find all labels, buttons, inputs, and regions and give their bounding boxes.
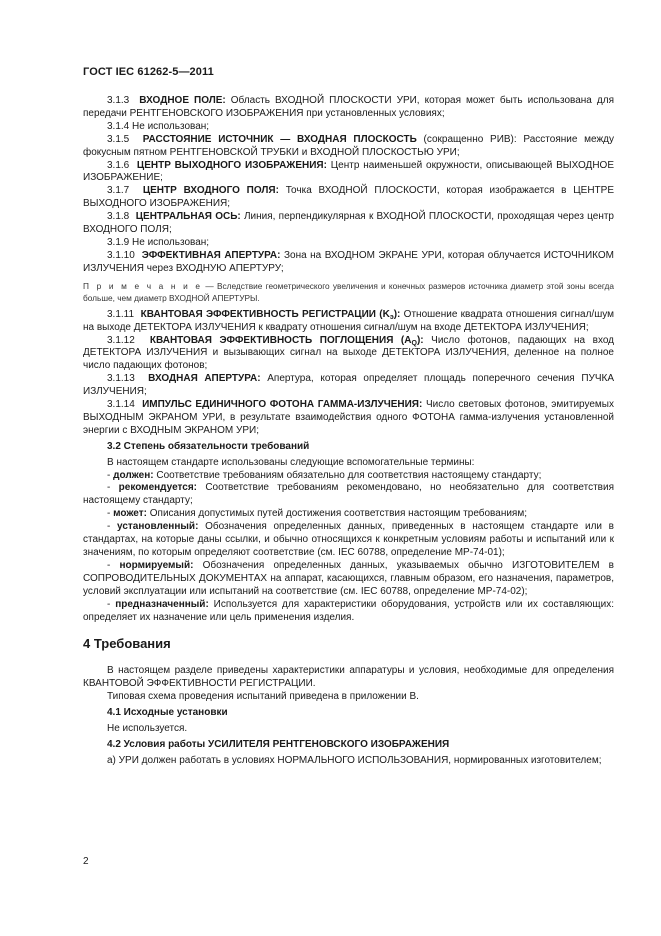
definition-3-1-9: 3.1.9 Не использован; bbox=[107, 236, 210, 248]
heading-text: 3.2 Степень обязательности требований bbox=[107, 440, 310, 452]
term-item-3 bbox=[83, 508, 614, 521]
clause-number: 3.1.14 bbox=[107, 399, 135, 411]
heading-text: 4.2 Условия работы УСИЛИТЕЛЯ РЕНТГЕНОВСКОГО ИЗОБРАЖЕНИЯ bbox=[107, 738, 450, 750]
term-item-4 bbox=[83, 521, 614, 560]
definition-text: Точка ВХОДНОЙ ПЛОСКОСТИ, которая изображается в ЦЕНТРЕ ВЫХОДНОГО ИЗОБРАЖЕНИЯ; bbox=[83, 185, 614, 210]
term-text: Обозначения определенных данных, указываемых обычно ИЗГОТОВИТЕЛЕМ в СОПРОВОДИТЕЛЬНЫХ ДОКУМЕНТАХ на аппарат, касающихся, главным образом, его назначения, параметров, условий эксплуатации или испытаний на соответствие (см. IEC 60788, определение МР-74-02); bbox=[83, 559, 614, 597]
term: нормируемый: bbox=[119, 559, 194, 571]
term-part: КВАНТОВАЯ ЭФФЕКТИВНОСТЬ РЕГИСТРАЦИИ (K bbox=[140, 308, 390, 320]
dash: - bbox=[107, 521, 118, 533]
term: РАССТОЯНИЕ ИСТОЧНИК — ВХОДНАЯ ПЛОСКОСТЬ bbox=[142, 133, 417, 145]
definition-3-1-14 bbox=[83, 399, 614, 438]
dash: - bbox=[107, 598, 116, 610]
definition-text: Апертура, которая определяет площадь поперечного сечения ПУЧКА ИЗЛУЧЕНИЯ; bbox=[83, 373, 615, 398]
definition-text: Число фотонов, падающих на вход ДЕТЕКТОРА ИЗЛУЧЕНИЯ и вызывающих сигнал на выходе ДЕТЕКТОРА ИЗЛУЧЕНИЯ, деленное на полное число падающих фотонов; bbox=[83, 334, 615, 372]
dash: - bbox=[107, 469, 114, 481]
note-text: — Вследствие геометрического увеличения и конечных размеров источника диаметр этой зоны всегда больше, чем диаметр ВХОДНОЙ АПЕРТУРЫ. bbox=[83, 280, 614, 303]
term-item-6 bbox=[83, 599, 614, 625]
definition-3-1-13 bbox=[83, 373, 614, 399]
definition-text: (сокращенно РИВ): Расстояние между фокусным пятном РЕНТГЕНОВСКОЙ ТРУБКИ и ВХОДНОЙ ПЛОСКОСТЬЮ УРИ; bbox=[83, 133, 614, 158]
dash: - bbox=[107, 559, 120, 571]
definition-text: Центр наименьшей окружности, описывающей ВЫХОДНОЕ ИЗОБРАЖЕНИЕ; bbox=[83, 159, 614, 184]
section-heading-4: 4 Требования bbox=[83, 636, 171, 652]
term-text: Используется для характеристики оборудования, устройств или их составляющих: определяет их назначение или цель применения изделия. bbox=[83, 598, 614, 623]
term: может: bbox=[113, 508, 147, 520]
clause-number: 3.1.13 bbox=[107, 373, 135, 385]
definition-3-1-7 bbox=[83, 185, 614, 211]
definition-3-1-4: 3.1.4 Не использован; bbox=[107, 120, 210, 132]
definition-3-1-5 bbox=[83, 134, 614, 160]
definition-text: Зона на ВХОДНОМ ЭКРАНЕ УРИ, которая облучается ИСТОЧНИКОМ ИЗЛУЧЕНИЯ через ВХОДНУЮ АПЕРТУРУ; bbox=[83, 249, 615, 274]
clause-number: 3.1.10 bbox=[107, 249, 135, 261]
clause-number: 3.1.5 bbox=[107, 133, 130, 145]
term: ЦЕНТР ВХОДНОГО ПОЛЯ: bbox=[142, 185, 279, 197]
term-text: Описания допустимых путей достижения соответствия настоящим требованиям; bbox=[146, 508, 527, 520]
dash: - bbox=[107, 508, 114, 520]
paragraph: Типовая схема проведения испытаний приведена в приложении В. bbox=[107, 691, 419, 703]
page-number: 2 bbox=[83, 856, 89, 867]
subsection-heading-3-2 bbox=[83, 441, 614, 454]
subsection-heading-4-1 bbox=[83, 707, 614, 720]
term bbox=[141, 309, 401, 320]
definition-3-1-12 bbox=[83, 335, 614, 374]
list-item-a: а) УРИ должен работать в условиях НОРМАЛЬНОГО ИСПОЛЬЗОВАНИЯ, нормированных изготовителем; bbox=[107, 754, 602, 766]
term: установленный: bbox=[117, 521, 199, 533]
definition-text: Линия, перпендикулярная к ВХОДНОЙ ПЛОСКОСТИ, проходящая через центр ВХОДНОГО ПОЛЯ; bbox=[83, 211, 614, 236]
term: должен: bbox=[113, 469, 154, 481]
term: ЦЕНТРАЛЬНАЯ ОСЬ: bbox=[135, 211, 241, 223]
heading-text: 4.1 Исходные установки bbox=[107, 707, 228, 719]
term: ЭФФЕКТИВНАЯ АПЕРТУРА: bbox=[141, 249, 281, 261]
clause-number: 3.1.6 bbox=[107, 159, 130, 171]
definition-3-1-11 bbox=[83, 309, 614, 335]
term-text: Соответствие требованиям рекомендовано, но необязательно для соответствия настоящему стандарту; bbox=[83, 482, 614, 507]
paragraph: Не используется. bbox=[107, 722, 188, 734]
clause-number: 3.1.12 bbox=[107, 334, 135, 346]
definition-text: Область ВХОДНОЙ ПЛОСКОСТИ УРИ, которая может быть использована для передачи РЕНТГЕНОВСКОГО ИЗОБРАЖЕНИЯ при установленных условиях; bbox=[83, 95, 614, 119]
clause-number: 3.1.7 bbox=[107, 185, 130, 197]
term: ИМПУЛЬС ЕДИНИЧНОГО ФОТОНА ГАММА-ИЗЛУЧЕНИЯ: bbox=[142, 399, 423, 411]
term: предназначенный: bbox=[115, 598, 209, 610]
term: рекомендуется: bbox=[118, 482, 197, 494]
term-subscript: Q bbox=[411, 339, 417, 347]
definition-3-1-3 bbox=[83, 95, 614, 121]
clause-number: 3.1.8 bbox=[107, 211, 130, 223]
paragraph: В настоящем разделе приведены характеристики аппаратуры и условия, необходимые для определения КВАНТОВОЙ ЭФФЕКТИВНОСТИ РЕГИСТРАЦИИ. bbox=[83, 665, 614, 690]
term: ВХОДНОЕ ПОЛЕ: bbox=[139, 95, 226, 106]
definition-3-1-10 bbox=[83, 250, 614, 276]
clause-number: 3.1.11 bbox=[107, 308, 135, 320]
page-header: ГОСТ IEC 61262-5—2011 bbox=[83, 66, 214, 78]
term-item-1 bbox=[83, 470, 614, 483]
term-part: КВАНТОВАЯ ЭФФЕКТИВНОСТЬ ПОГЛОЩЕНИЯ (A bbox=[149, 334, 412, 346]
term-text: Соответствие требованиям обязательно для соответствия настоящему стандарту; bbox=[153, 469, 542, 481]
note bbox=[83, 280, 614, 304]
definition-text: Число световых фотонов, эмитируемых ВЫХОДНЫМ ЭКРАНОМ УРИ, в результате взаимодействия одного ФОТОНА гамма-излучения установленной энергии с ВХОДНЫМ ЭКРАНОМ УРИ; bbox=[83, 399, 614, 436]
definition-3-1-6 bbox=[83, 160, 614, 186]
term-part: ): bbox=[416, 334, 424, 346]
term: ВХОДНАЯ АПЕРТУРА: bbox=[148, 373, 261, 385]
dash: - bbox=[107, 482, 119, 494]
term-subscript: э bbox=[389, 313, 394, 321]
term bbox=[150, 335, 424, 346]
term-item-5 bbox=[83, 560, 614, 599]
term-item-2 bbox=[83, 482, 614, 508]
term-part: ): bbox=[393, 308, 401, 320]
paragraph-intro: В настоящем стандарте использованы следующие вспомогательные термины: bbox=[107, 456, 475, 468]
document-body bbox=[83, 95, 614, 768]
definition-text: Отношение квадрата отношения сигнал/шум на выходе ДЕТЕКТОРА ИЗЛУЧЕНИЯ к квадрату отношения сигнал/шум на входе ДЕТЕКТОРА ИЗЛУЧЕНИЯ; bbox=[83, 308, 614, 333]
term: ЦЕНТР ВЫХОДНОГО ИЗОБРАЖЕНИЯ: bbox=[136, 159, 327, 171]
definition-3-1-8 bbox=[83, 211, 614, 237]
term-text: Обозначения определенных данных, приведенных в настоящем стандарте или в стандартах, на которые даны ссылки, и обычно относящихся к конкретным условиям работы и испытаний или к значениям, по которым определяют соответствие (см. IEC 60788, определение МР-74-01); bbox=[83, 521, 614, 558]
clause-number: 3.1.3 bbox=[107, 95, 130, 106]
note-label: П р и м е ч а н и е bbox=[83, 280, 203, 291]
subsection-heading-4-2 bbox=[83, 739, 614, 752]
